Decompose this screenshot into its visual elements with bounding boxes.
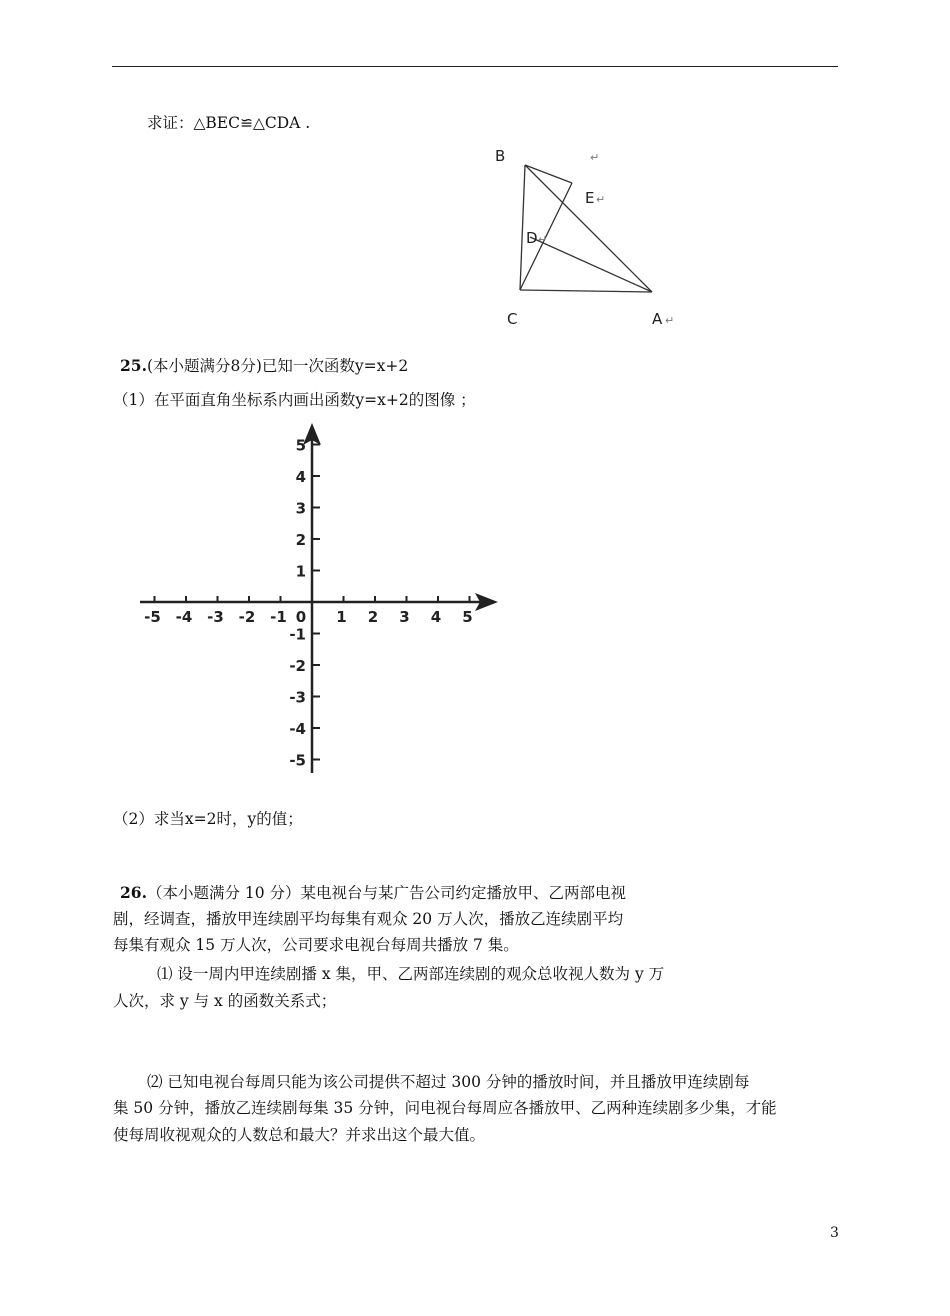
q26-number: 26.: [120, 883, 147, 902]
y-tick-label: -3: [289, 688, 306, 707]
segment-ca: [520, 290, 652, 292]
return-mark: ↵: [590, 151, 600, 164]
segment-ad: [530, 237, 652, 292]
header-rule: [112, 66, 838, 67]
x-tick-label: 5: [462, 608, 473, 626]
q25-part1: （1）在平面直角坐标系内画出函数y=x+2的图像 ；: [113, 391, 476, 409]
q26-line1-text: （本小题满分 10 分）某电视台与某广告公司约定播放甲、乙两部电视: [146, 884, 627, 902]
x-tick-label: 4: [430, 608, 442, 626]
q26-line3: 每集有观众 15 万人次，公司要求电视台每周共播放 7 集。: [113, 936, 519, 954]
q26-part2-line3: 使每周收视观众的人数总和最大？并求出这个最大值。: [113, 1126, 486, 1144]
y-tick-label: -2: [289, 657, 306, 675]
y-tick-label: -1: [289, 625, 306, 644]
x-tick-label: 2: [367, 608, 379, 626]
y-tick-label: 2: [295, 531, 306, 549]
x-tick-label: 3: [399, 608, 410, 626]
y-tick-label: 4: [295, 468, 306, 486]
x-tick-label: -2: [238, 608, 256, 626]
x-tick-label: 0: [295, 608, 307, 626]
q26-part2-line2: 集 50 分钟，播放乙连续剧每集 35 分钟，问电视台每周应各播放甲、乙两种连续剧多少集，才能: [113, 1099, 777, 1117]
q25-part2: （2）求当x=2时，y的值；: [113, 810, 303, 828]
x-tick-label: 1: [336, 608, 347, 626]
y-tick-label: -4: [289, 720, 306, 738]
return-mark: ↵: [665, 314, 675, 327]
segment-ba: [525, 165, 652, 292]
label-d: D: [526, 229, 538, 247]
x-tick-label: -3: [207, 608, 224, 626]
q26-part2-line1: ⑵ 已知电视台每周只能为该公司提供不超过 300 分钟的播放时间，并且播放甲连续剧每: [147, 1073, 750, 1091]
q26-part1-line2: 人次，求 y 与 x 的函数关系式；: [113, 992, 337, 1010]
q25-title: [120, 356, 408, 376]
return-mark: ↵: [596, 193, 606, 206]
triangle-figure: [480, 135, 710, 335]
coordinate-axes: [130, 415, 510, 785]
y-tick-label: 1: [295, 562, 306, 581]
label-c: C: [507, 310, 518, 328]
segment-be: [525, 165, 572, 183]
label-b: B: [495, 147, 506, 165]
q24-prove-statement: 求证：△BEC≌△CDA .: [147, 114, 311, 132]
q25-title-text: (本小题满分8分)已知一次函数y=x+2: [146, 357, 409, 375]
label-e: E: [585, 189, 595, 207]
return-mark: ↵: [538, 233, 548, 246]
x-tick-label: -4: [175, 608, 193, 626]
q25-number: 25.: [120, 356, 147, 375]
segment-bc: [520, 165, 525, 290]
y-tick-label: 3: [295, 499, 306, 518]
y-tick-label: 5: [295, 436, 306, 455]
page-number: 3: [830, 1225, 839, 1241]
label-a: A: [652, 310, 663, 328]
q26-line2: 剧，经调查，播放甲连续剧平均每集有观众 20 万人次，播放乙连续剧平均: [113, 910, 624, 928]
q26-line1: [120, 883, 626, 903]
x-tick-label: -5: [144, 608, 161, 626]
y-tick-label: -5: [289, 751, 306, 770]
q26-part1-line1: ⑴ 设一周内甲连续剧播 x 集，甲、乙两部连续剧的观众总收视人数为 y 万: [157, 965, 665, 983]
x-tick-label: -1: [270, 608, 287, 626]
